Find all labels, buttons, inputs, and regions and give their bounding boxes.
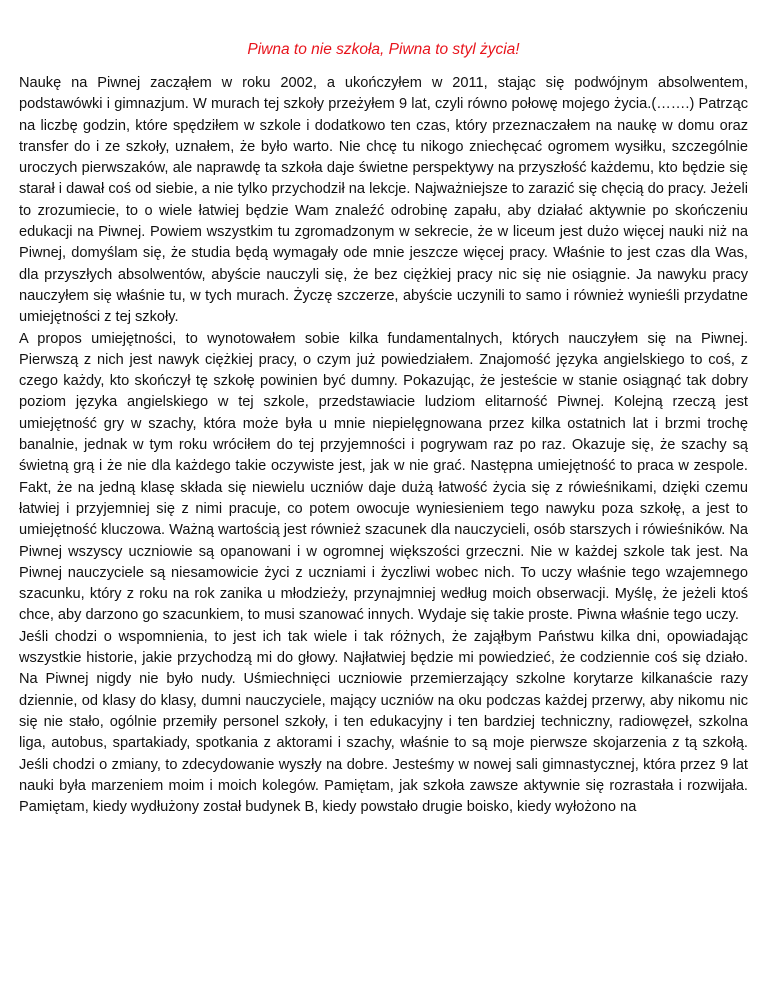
paragraph-studies: Naukę na Piwnej zacząłem w roku 2002, a ukończyłem w 2011, stając się podwójnym absolwentem, podstawówki i gimnazjum. W murach tej szkoły przeżyłem 9 lat, czyli równo połowę mojego życia.(…….) Patrząc na liczbę godzin, które spędziłem w szkole i dodatkowo ten czas, który przeznaczałem na naukę w domu oraz transfer do i ze szkoły, uznałem, że było warto. Nie chcę tu nikogo zniechęcać ogromem wysiłku, szczególnie uroczych pierwszaków, ale naprawdę ta szkoła daje świetne perspektywy na przyszłość każdemu, kto będzie się starał i dawał coś od siebie, a nie tylko przychodził na lekcje. Najważniejsze to zarazić się chęcią do pracy. Jeżeli to zrozumiecie, to o wiele łatwiej będzie Wam znaleźć odrobinę zapału, aby działać aktywnie po skończeniu edukacji na Piwnej. Powiem wszystkim tu zgromadzonym w sekrecie, że w liceum jest dużo więcej nauki niż na Piwnej, domyślam się, że studia będą wymagały ode mnie jeszcze więcej pracy. Właśnie to jest czas dla Was, dla przyszłych absolwentów, abyście nauczyli się, że bez ciężkiej pracy nic się nie osiągnie. Ja nawyku pracy nauczyłem się właśnie tu, w tych murach. Życzę szczerze, abyście uczynili to samo i również wynieśli przydatne umiejętności z tej szkoły.: [19, 75, 748, 326]
document-body: [19, 73, 748, 818]
paragraph-skills: A propos umiejętności, to wynotowałem sobie kilka fundamentalnych, których nauczyłem się na Piwnej. Pierwszą z nich jest nawyk ciężkiej pracy, o czym już powiedziałem. Znajomość języka angielskiego to coś, z czego każdy, kto skończył tę szkołę powinien być dumny. Pokazując, że jesteście w stanie osiągnąć tak dobry poziom języka angielskiego w tej szkole, przedstawiacie ludziom elitarność Piwnej. Kolejną rzeczą jest umiejętność gry w szachy, która może była u mnie niepielęgnowana przez kilka ostatnich lat i brzmi trochę banalnie, jednak w tym roku wróciłem do tej przyjemności i pogrywam raz po raz. Okazuje się, że szachy są świetną grą i że nie dla każdego takie oczywiste jest, jak w nie grać. Następna umiejętność to praca w zespole. Fakt, że na jedną klasę składa się niewielu uczniów daje dużą łatwość życia się z rówieśnikami, dzięki czemu łatwiej i przyjemniej się z nimi pracuje, co potem owocuje wyniesieniem tego nawyku poza szkołę, a jest to umiejętność kluczowa. Ważną wartością jest również szacunek dla nauczycieli, osób starszych i rówieśników. Na Piwnej wszyscy uczniowie są opanowani i w ogromnej większości grzeczni. Nie w każdej szkole tak jest. Na Piwnej nauczyciele są niesamowicie życi z uczniami i życzliwi wobec nich. To uczy właśnie tego wzajemnego szacunku, który z roku na rok zanika u młodzieży, przynajmniej według moich obserwacji. Myślę, że jeżeli ktoś chce, aby darzono go szacunkiem, to musi szanować innych. Wydaje się takie proste. Piwna właśnie tego uczy.: [19, 330, 748, 624]
paragraph-memories: Jeśli chodzi o wspomnienia, to jest ich tak wiele i tak różnych, że zająłbym Państwu kilka dni, opowiadając wszystkie historie, jakie przychodzą mi do głowy. Najłatwiej będzie mi powiedzieć, że codziennie coś się działo. Na Piwnej nigdy nie było nudy. Uśmiechnięci uczniowie przemierzający szkolne korytarze kilkanaście razy dziennie, od klasy do klasy, dumni nauczyciele, mający uczniów na oku podczas każdej przerwy, aby nikomu nic się nie stało, ogólnie przemiły personel szkoły, i ten edukacyjny i ten bardziej techniczny, radiowęzeł, szkolna liga, autobus, spartakiady, spotkania z aktorami i szachy, właśnie to są moje pierwsze skojarzenia z tą szkołą. Jeśli chodzi o zmiany, to zdecydowanie wyszły na dobre. Jesteśmy w nowej sali gimnastycznej, która przez 9 lat nauki była marzeniem moim i moich kolegów. Pamiętam, jak szkoła zawsze aktywnie się rozrastała i rozwijała. Pamiętam, kiedy wydłużony został budynek B, kiedy powstało drugie boisko, kiedy wyłożono na: [19, 628, 748, 816]
document-page: [19, 0, 748, 818]
document-title: Piwna to nie szkoła, Piwna to styl życia!: [247, 41, 520, 58]
